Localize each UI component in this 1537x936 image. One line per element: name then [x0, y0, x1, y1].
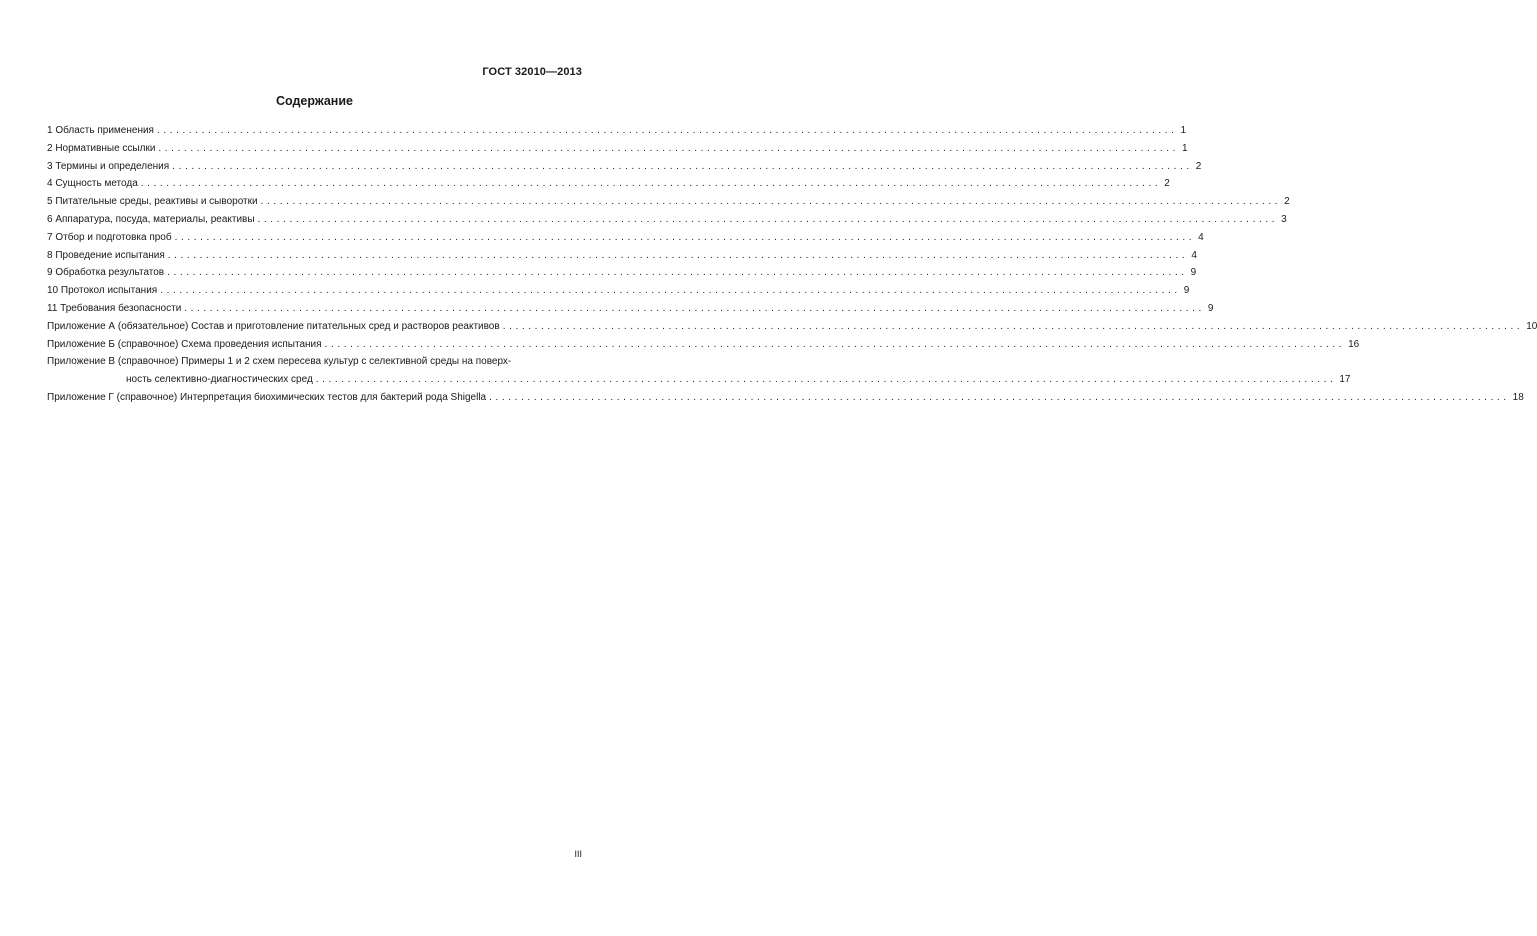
toc-entry-9[interactable]	[47, 264, 1197, 282]
toc-entry-label: 5 Питательные среды, реактивы и сыворотки	[47, 196, 258, 208]
toc-entry-page: 1	[1180, 125, 1187, 136]
toc-entry-label: Приложение В (справочное) Примеры 1 и 2 схем пересева культур с селективной среды на поверх-	[47, 356, 512, 368]
toc-entry-page: 2	[1164, 178, 1170, 190]
toc-entry-2[interactable]	[47, 140, 1188, 158]
toc-entry-page: 18	[1512, 391, 1524, 403]
toc-entry-label: Приложение Г (справочное) Интерпретация биохимических тестов для бактерий рода Shigella	[47, 391, 487, 403]
toc-entry-label: ность селективно-диагностических сред	[126, 374, 313, 386]
toc-entry-8[interactable]	[47, 247, 1197, 265]
toc-entry-label: 9 Обработка результатов	[47, 267, 165, 279]
toc-entry-label: 4 Сущность метода	[47, 178, 138, 190]
toc-entry-appendix-a[interactable]	[47, 318, 1537, 336]
toc-entry-label: 7 Отбор и подготовка проб	[47, 231, 172, 243]
toc-entry-label: 6 Аппаратура, посуда, материалы, реактивы	[47, 213, 255, 225]
dot-leader: ................................................................................................................................................................	[502, 320, 1524, 332]
table-of-contents	[47, 122, 1537, 407]
page-number: III	[574, 849, 582, 859]
toc-entry-page: 3	[1281, 213, 1287, 225]
dot-leader: ................................................................................................................................................................	[158, 142, 1179, 154]
toc-entry-page: 9	[1207, 302, 1214, 314]
dot-leader: ................................................................................................................................................................	[156, 125, 1178, 136]
toc-entry-page: 10	[1526, 320, 1537, 332]
toc-entry-10[interactable]	[47, 282, 1190, 300]
dot-leader: ................................................................................................................................................................	[257, 213, 1279, 225]
toc-entry-label: 2 Нормативные ссылки	[47, 142, 156, 154]
dot-leader: ................................................................................................................................................................	[167, 267, 1188, 279]
dot-leader: ................................................................................................................................................................	[174, 231, 1196, 243]
toc-entry-label: 8 Проведение испытания	[47, 249, 165, 261]
toc-entry-1[interactable]	[47, 122, 1187, 140]
toc-entry-page: 4	[1191, 249, 1197, 261]
toc-entry-page: 16	[1348, 338, 1360, 350]
toc-entry-11[interactable]	[47, 300, 1214, 318]
toc-entry-page: 9	[1190, 267, 1197, 279]
toc-entry-6[interactable]	[47, 211, 1287, 229]
toc-title: Содержание	[275, 94, 353, 108]
toc-entry-page: 2	[1284, 196, 1290, 208]
dot-leader: ................................................................................................................................................................	[140, 178, 1162, 190]
toc-entry-appendix-v-line1[interactable]	[47, 353, 584, 371]
toc-entry-7[interactable]	[47, 229, 1204, 247]
toc-entry-page: 2	[1195, 160, 1202, 172]
toc-entry-label: 10 Протокол испытания	[47, 285, 158, 297]
dot-leader: ................................................................................................................................................................	[489, 391, 1510, 403]
toc-entry-label: 1 Область применения	[47, 125, 154, 136]
toc-entry-4[interactable]	[47, 175, 1170, 193]
dot-leader: ................................................................................................................................................................	[160, 285, 1181, 297]
toc-entry-page: 9	[1183, 285, 1190, 297]
dot-leader: ................................................................................................................................................................	[324, 338, 1346, 350]
dot-leader: ................................................................................................................................................................	[167, 249, 1189, 261]
document-code: ГОСТ 32010—2013	[482, 66, 582, 78]
toc-entry-label: 3 Термины и определения	[47, 160, 170, 172]
dot-leader: ................................................................................................................................................................	[172, 160, 1193, 172]
toc-entry-label: Приложение А (обязательное) Состав и приготовление питательных сред и растворов реактивов	[47, 320, 500, 332]
toc-entry-3[interactable]	[47, 158, 1202, 176]
toc-entry-appendix-g[interactable]	[47, 389, 1524, 407]
toc-entry-5[interactable]	[47, 193, 1290, 211]
toc-entry-appendix-v-line2[interactable]	[47, 371, 1351, 389]
toc-entry-label: Приложение Б (справочное) Схема проведения испытания	[47, 338, 322, 350]
dot-leader: ................................................................................................................................................................	[184, 302, 1205, 314]
toc-entry-label: 11 Требования безопасности	[47, 302, 182, 314]
toc-entry-page: 4	[1198, 231, 1204, 243]
dot-leader: ................................................................................................................................................................	[260, 196, 1282, 208]
dot-leader: ................................................................................................................................................................	[315, 374, 1337, 386]
toc-entry-appendix-b[interactable]	[47, 336, 1360, 354]
toc-entry-page: 1	[1181, 142, 1188, 154]
toc-entry-page: 17	[1339, 374, 1351, 386]
